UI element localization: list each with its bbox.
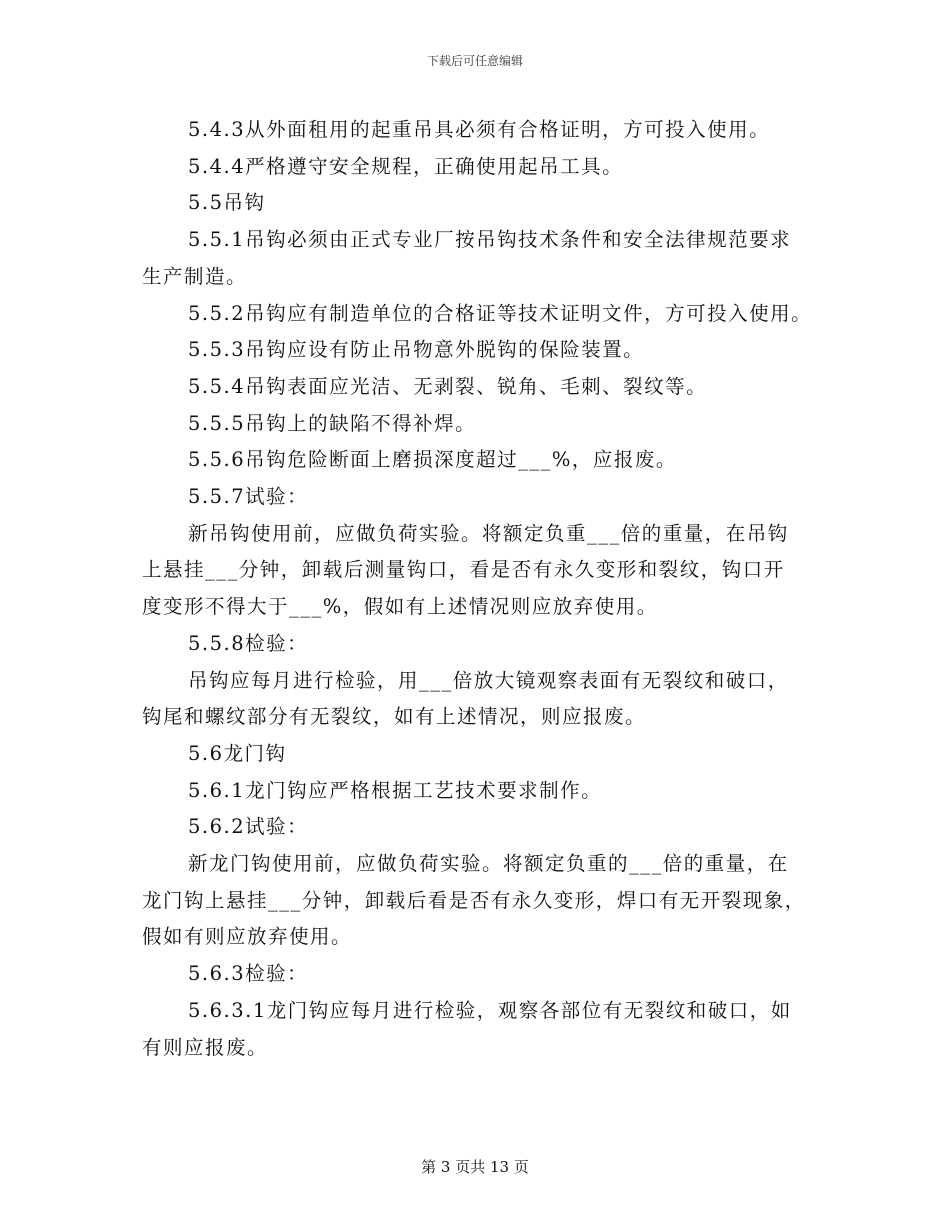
paragraph-line: 度变形不得大于___%，假如有上述情况则应放弃使用。 [142, 595, 658, 619]
paragraph-line: 5.5.2吊钩应有制造单位的合格证等技术证明文件，方可投入使用。 [188, 301, 813, 325]
paragraph-line: 5.5.6吊钩危险断面上磨损深度超过___%，应报废。 [188, 448, 677, 472]
paragraph-line: 龙门钩上悬挂___分钟，卸载后看是否有永久变形，焊口有无开裂现象， [142, 888, 806, 912]
section-heading: 5.6龙门钩 [188, 741, 287, 765]
paragraph-line: 5.4.3从外面租用的起重吊具必须有合格证明，方可投入使用。 [188, 118, 771, 141]
paragraph-line: 5.4.4严格遵守安全规程，正确使用起吊工具。 [188, 154, 624, 178]
paragraph-line: 5.6.3检验： [188, 962, 309, 986]
document-body [142, 112, 832, 1066]
paragraph-line: 新龙门钩使用前，应做负荷实验。将额定负重的___倍的重量，在 [188, 852, 789, 876]
paragraph-line: 上悬挂___分钟，卸载后测量钩口，看是否有永久变形和裂纹，钩口开 [142, 558, 785, 582]
paragraph-line: 5.5.8检验： [188, 631, 309, 655]
paragraph-line: 假如有则应放弃使用。 [142, 925, 353, 949]
section-heading: 5.5吊钩 [188, 191, 266, 215]
paragraph-line: 钩尾和螺纹部分有无裂纹，如有上述情况，则应报废。 [142, 705, 647, 729]
page-number: 第 3 页共 13 页 [421, 1158, 529, 1176]
paragraph-line: 5.5.3吊钩应设有防止吊物意外脱钩的保险装置。 [188, 338, 645, 362]
paragraph-line: 5.5.7试验： [188, 485, 309, 509]
paragraph-line: 生产制造。 [142, 264, 248, 288]
paragraph-line: 5.5.1吊钩必须由正式专业厂按吊钩技术条件和安全法律规范要求 [188, 228, 792, 252]
paragraph-line: 5.6.2试验： [188, 815, 309, 839]
paragraph-line: 吊钩应每月进行检验，用___倍放大镜观察表面有无裂纹和破口， [188, 668, 789, 692]
paragraph-line: 5.5.5吊钩上的缺陷不得补焊。 [188, 411, 477, 435]
paragraph-line: 5.6.1龙门钩应严格根据工艺技术要求制作。 [188, 778, 603, 802]
paragraph-line: 有则应报废。 [142, 1035, 269, 1059]
paragraph-line: 5.6.3.1龙门钩应每月进行检验，观察各部位有无裂纹和破口，如 [188, 998, 792, 1022]
paragraph-line: 5.5.4吊钩表面应光洁、无剥裂、锐角、毛刺、裂纹等。 [188, 374, 708, 398]
page-header: 下载后可任意编辑 [426, 54, 523, 68]
paragraph-line: 新吊钩使用前，应做负荷实验。将额定负重___倍的重量，在吊钩 [188, 521, 789, 545]
